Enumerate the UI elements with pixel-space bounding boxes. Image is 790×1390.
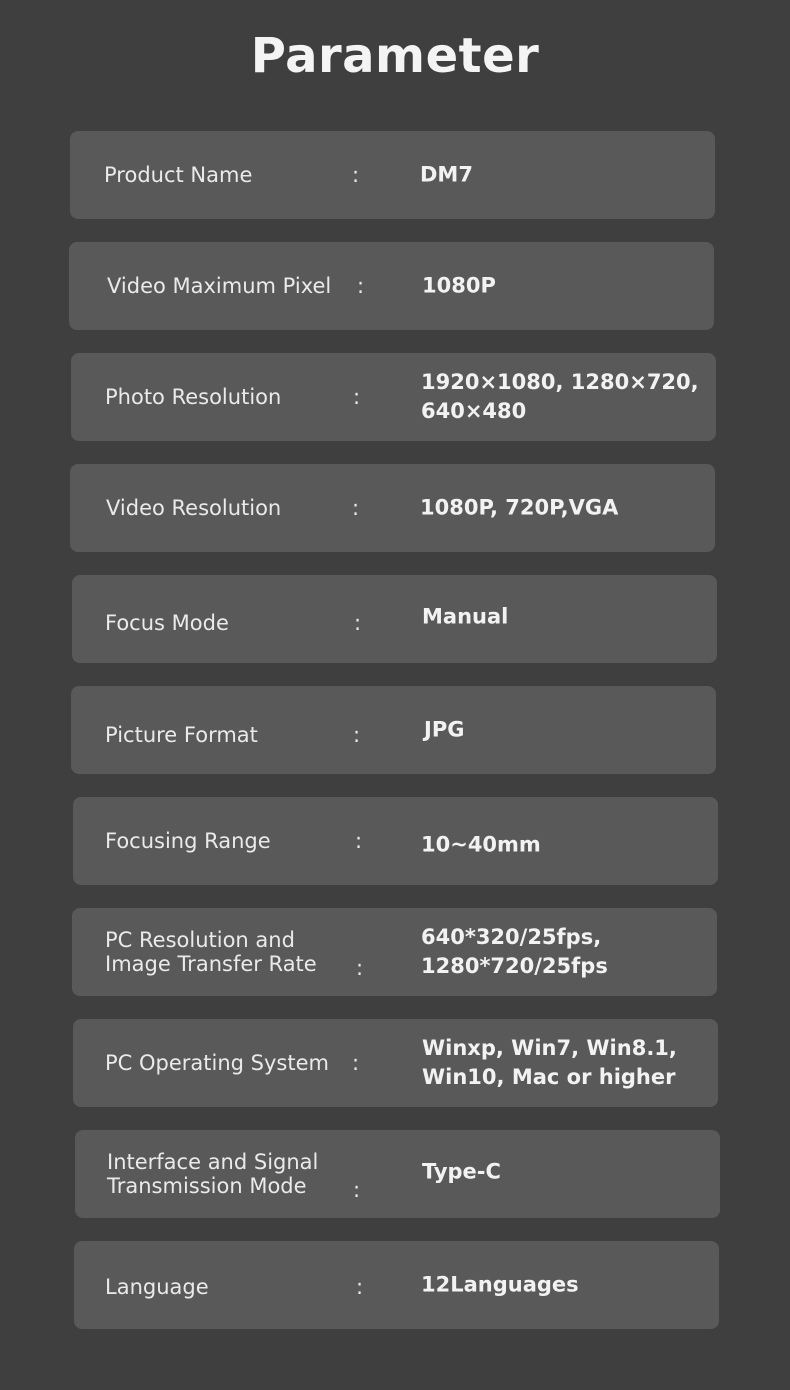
parameter-row-interface-signal [75, 1130, 720, 1218]
parameter-row-pc-resolution [72, 908, 717, 996]
row-colon: : [353, 1177, 361, 1202]
row-value: 1080P, 720P,VGA [420, 495, 619, 520]
row-value: 1920×1080, 1280×720, 640×480 [421, 370, 699, 423]
row-label: Picture Format [105, 723, 258, 748]
row-colon: : [356, 1274, 364, 1299]
parameter-row-focusing-range [73, 797, 718, 885]
row-label: Video Resolution [106, 496, 282, 520]
row-label: Interface and Signal Transmission Mode [107, 1150, 319, 1198]
parameter-row-photo-resolution [71, 353, 716, 441]
parameter-row-picture-format [71, 686, 716, 774]
parameter-row-pc-operating-system [73, 1019, 718, 1107]
row-label: PC Resolution and Image Transfer Rate [105, 928, 317, 976]
row-colon: : [355, 829, 363, 853]
page-title: Parameter [250, 28, 540, 84]
parameter-row-product-name [70, 131, 715, 219]
row-colon: : [353, 385, 361, 409]
row-value: 1080P [422, 273, 496, 298]
row-value: Winxp, Win7, Win8.1, Win10, Mac or higher [422, 1036, 677, 1089]
row-colon: : [356, 955, 364, 980]
row-label: Focus Mode [105, 610, 229, 635]
row-label: Video Maximum Pixel [107, 274, 332, 298]
row-label: Photo Resolution [105, 385, 282, 409]
row-label: Focusing Range [105, 829, 271, 853]
row-label: Product Name [104, 163, 253, 187]
row-colon: : [357, 274, 365, 298]
row-value: 10~40mm [421, 832, 541, 857]
row-label: PC Operating System [105, 1051, 329, 1075]
row-colon: : [352, 1051, 360, 1075]
row-label: Language [105, 1274, 209, 1299]
row-value: 640*320/25fps, 1280*720/25fps [421, 925, 608, 978]
row-value: DM7 [420, 162, 473, 187]
row-value: Manual [422, 604, 509, 629]
row-value: JPG [424, 717, 465, 742]
parameter-row-language [74, 1241, 719, 1329]
row-value: Type-C [422, 1159, 501, 1184]
row-colon: : [353, 723, 361, 748]
parameter-row-video-resolution [70, 464, 715, 552]
parameter-row-video-maximum-pixel [69, 242, 714, 330]
row-colon: : [354, 610, 362, 635]
row-value: 12Languages [421, 1272, 579, 1297]
row-colon: : [352, 496, 360, 520]
parameter-row-focus-mode [72, 575, 717, 663]
row-colon: : [352, 163, 360, 187]
